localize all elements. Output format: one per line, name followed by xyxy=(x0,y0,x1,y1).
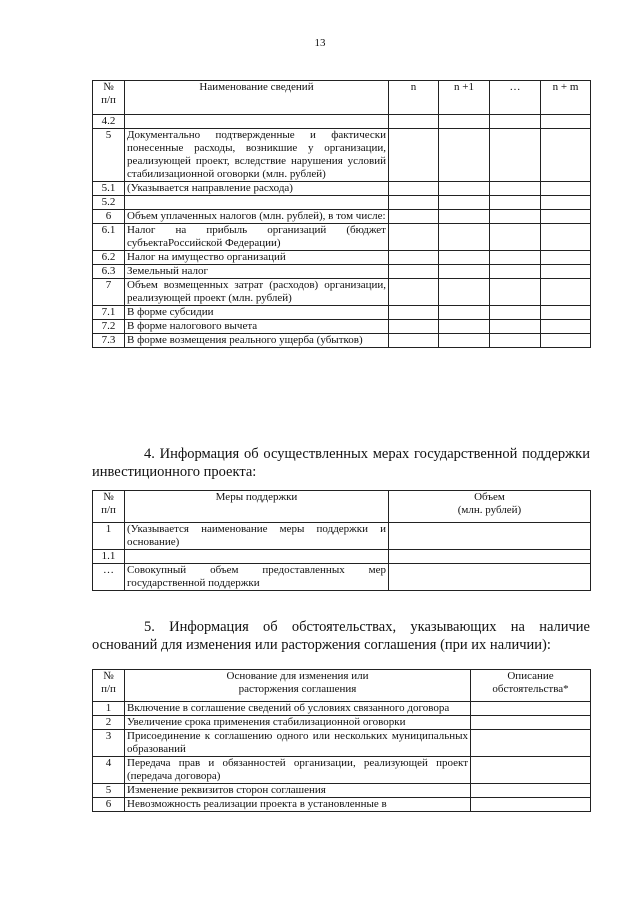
table-row xyxy=(93,224,591,251)
table-row xyxy=(93,757,591,784)
row-number: 5.2 xyxy=(93,196,125,210)
table-row xyxy=(93,702,591,716)
table-row xyxy=(93,182,591,196)
value-cell xyxy=(389,564,591,591)
table-row xyxy=(93,784,591,798)
header-num: № п/п xyxy=(93,491,125,523)
value-cell xyxy=(389,279,439,306)
value-cell xyxy=(389,320,439,334)
header-volume: Объем (млн. рублей) xyxy=(389,491,591,523)
indicators-table xyxy=(92,80,591,348)
row-number: 6.1 xyxy=(93,224,125,251)
value-cell xyxy=(541,251,591,265)
value-cell xyxy=(389,210,439,224)
row-label: Присоединение к соглашению одного или нескольких муниципальных образований xyxy=(125,730,471,757)
header-description: Описание обстоятельства* xyxy=(471,670,591,702)
value-cell xyxy=(541,224,591,251)
header-n: n xyxy=(389,81,439,115)
row-label: (Указывается наименование меры поддержки и основание) xyxy=(125,523,389,550)
row-label: В форме налогового вычета xyxy=(125,320,389,334)
page-number: 13 xyxy=(314,37,326,49)
table-row xyxy=(93,320,591,334)
value-cell xyxy=(439,182,490,196)
value-cell xyxy=(389,306,439,320)
table-row xyxy=(93,196,591,210)
row-number: 6.3 xyxy=(93,265,125,279)
value-cell xyxy=(541,306,591,320)
section-5-text: 5. Информация об обстоятельствах, указывающих на наличие оснований для изменения или расторжения соглашения (при их наличии): xyxy=(92,619,590,653)
value-cell xyxy=(471,730,591,757)
row-label: Объем возмещенных затрат (расходов) организации, реализующей проект (млн. рублей) xyxy=(125,279,389,306)
value-cell xyxy=(541,210,591,224)
value-cell xyxy=(490,196,541,210)
row-number: 1 xyxy=(93,702,125,716)
value-cell xyxy=(490,334,541,348)
value-cell xyxy=(490,224,541,251)
section-4-text: 4. Информация об осуществленных мерах государственной поддержки инвестиционного проекта: xyxy=(92,446,590,480)
value-cell xyxy=(490,251,541,265)
row-label: Изменение реквизитов сторон соглашения xyxy=(125,784,471,798)
value-cell xyxy=(490,115,541,129)
value-cell xyxy=(541,279,591,306)
table-row xyxy=(93,265,591,279)
header-name: Наименование сведений xyxy=(125,81,389,115)
table-row xyxy=(93,251,591,265)
value-cell xyxy=(471,757,591,784)
row-label: Увеличение срока применения стабилизационной оговорки xyxy=(125,716,471,730)
row-label: Налог на прибыль организаций (бюджет субъектаРоссийской Федерации) xyxy=(125,224,389,251)
row-label xyxy=(125,550,389,564)
value-cell xyxy=(389,334,439,348)
row-number: 4.2 xyxy=(93,115,125,129)
value-cell xyxy=(389,251,439,265)
header-n-plus-m: n + m xyxy=(541,81,591,115)
value-cell xyxy=(389,182,439,196)
value-cell xyxy=(439,196,490,210)
table-row xyxy=(93,306,591,320)
row-number: … xyxy=(93,564,125,591)
row-number: 6.2 xyxy=(93,251,125,265)
row-number: 7.2 xyxy=(93,320,125,334)
header-measures: Меры поддержки xyxy=(125,491,389,523)
row-label: Невозможность реализации проекта в установленные в xyxy=(125,798,471,812)
value-cell xyxy=(471,784,591,798)
header-basis: Основание для изменения или расторжения соглашения xyxy=(125,670,471,702)
table-row xyxy=(93,564,591,591)
value-cell xyxy=(490,210,541,224)
row-number: 5.1 xyxy=(93,182,125,196)
value-cell xyxy=(490,279,541,306)
value-cell xyxy=(471,798,591,812)
value-cell xyxy=(439,210,490,224)
row-number: 6 xyxy=(93,210,125,224)
row-number: 5 xyxy=(93,784,125,798)
value-cell xyxy=(471,702,591,716)
value-cell xyxy=(490,182,541,196)
row-number: 1 xyxy=(93,523,125,550)
table-row xyxy=(93,798,591,812)
value-cell xyxy=(439,279,490,306)
value-cell xyxy=(439,251,490,265)
row-number: 3 xyxy=(93,730,125,757)
row-number: 1.1 xyxy=(93,550,125,564)
value-cell xyxy=(439,334,490,348)
row-label: Документально подтвержденные и фактически понесенные расходы, возникшие у организации, реализующей проект, вследствие нарушения условий стабилизационной оговорки (млн. рублей) xyxy=(125,129,389,182)
table-row xyxy=(93,716,591,730)
header-ellipsis: … xyxy=(490,81,541,115)
value-cell xyxy=(490,306,541,320)
row-number: 6 xyxy=(93,798,125,812)
value-cell xyxy=(439,320,490,334)
table-row xyxy=(93,279,591,306)
row-label: (Указывается направление расхода) xyxy=(125,182,389,196)
row-number: 7.1 xyxy=(93,306,125,320)
row-label: В форме возмещения реального ущерба (убытков) xyxy=(125,334,389,348)
agreement-change-table xyxy=(92,669,591,812)
value-cell xyxy=(541,129,591,182)
value-cell xyxy=(389,115,439,129)
row-number: 5 xyxy=(93,129,125,182)
section-5-heading xyxy=(92,618,590,654)
value-cell xyxy=(439,306,490,320)
row-label: Объем уплаченных налогов (млн. рублей), в том числе: xyxy=(125,210,389,224)
value-cell xyxy=(490,265,541,279)
table-row xyxy=(93,523,591,550)
row-label: Передача прав и обязанностей организации, реализующей проект (передача договора) xyxy=(125,757,471,784)
section-4-heading xyxy=(92,445,590,481)
value-cell xyxy=(439,115,490,129)
table-row xyxy=(93,115,591,129)
value-cell xyxy=(541,196,591,210)
value-cell xyxy=(490,129,541,182)
value-cell xyxy=(389,523,591,550)
table-row xyxy=(93,730,591,757)
value-cell xyxy=(439,129,490,182)
row-label: Земельный налог xyxy=(125,265,389,279)
value-cell xyxy=(541,182,591,196)
value-cell xyxy=(541,265,591,279)
value-cell xyxy=(389,224,439,251)
row-number: 4 xyxy=(93,757,125,784)
header-num: № п/п xyxy=(93,81,125,115)
row-label: Совокупный объем предоставленных мер государственной поддержки xyxy=(125,564,389,591)
value-cell xyxy=(389,129,439,182)
value-cell xyxy=(389,265,439,279)
value-cell xyxy=(389,196,439,210)
header-num: № п/п xyxy=(93,670,125,702)
table-row xyxy=(93,210,591,224)
row-label: В форме субсидии xyxy=(125,306,389,320)
row-label xyxy=(125,196,389,210)
value-cell xyxy=(439,224,490,251)
row-number: 2 xyxy=(93,716,125,730)
row-number: 7.3 xyxy=(93,334,125,348)
row-number: 7 xyxy=(93,279,125,306)
value-cell xyxy=(490,320,541,334)
header-n-plus-1: n +1 xyxy=(439,81,490,115)
value-cell xyxy=(541,115,591,129)
value-cell xyxy=(541,320,591,334)
value-cell xyxy=(389,550,591,564)
table-row xyxy=(93,550,591,564)
table-row xyxy=(93,129,591,182)
support-measures-table xyxy=(92,490,591,591)
row-label: Включение в соглашение сведений об условиях связанного договора xyxy=(125,702,471,716)
value-cell xyxy=(439,265,490,279)
table-row xyxy=(93,334,591,348)
row-label xyxy=(125,115,389,129)
value-cell xyxy=(471,716,591,730)
row-label: Налог на имущество организаций xyxy=(125,251,389,265)
value-cell xyxy=(541,334,591,348)
